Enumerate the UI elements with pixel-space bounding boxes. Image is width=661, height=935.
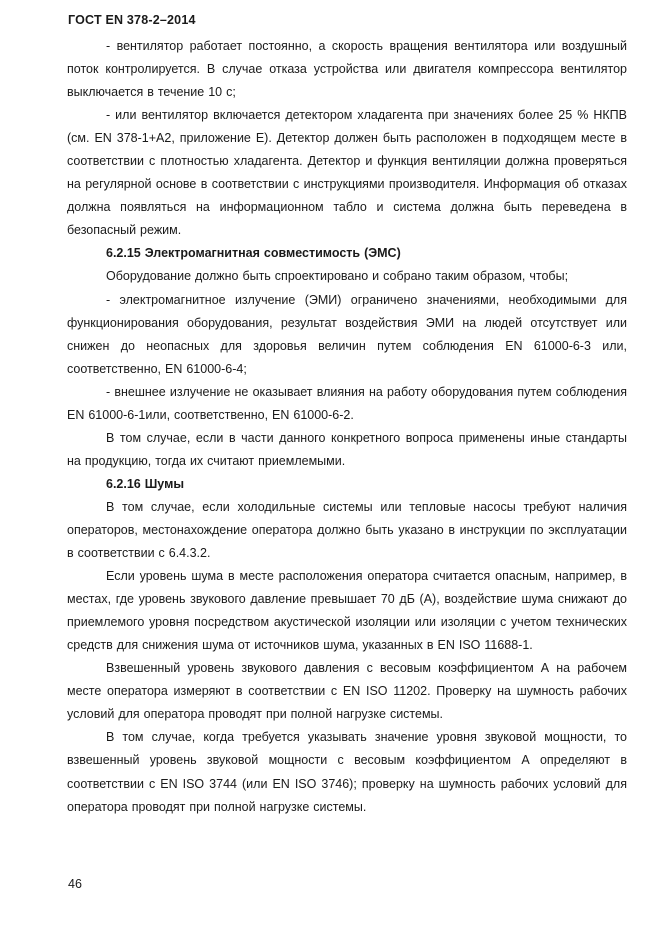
paragraph-ventilator-constant: - вентилятор работает постоянно, а скорость вращения вентилятора или воздушный поток контролируется. В случае отказа устройства или двигателя компрессора вентилятор выключается в течение 10 с; [67, 39, 627, 100]
paragraph-emc-immunity: - внешнее излучение не оказывает влияния на работу оборудования путем соблюдения EN 61000-6-1или, соответственно, EN 61000-6-2. [67, 384, 627, 422]
paragraph-emc-other-standards: В том случае, если в части данного конкретного вопроса применены иные стандарты на продукцию, тогда их считают приемлемыми. [67, 430, 627, 468]
paragraph-emc-intro: Оборудование должно быть спроектировано и собрано таким образом, чтобы; [106, 269, 569, 284]
paragraph-noise-level: Если уровень шума в месте расположения оператора считается опасным, например, в местах, где уровень звукового давление превышает 70 дБ (А), воздействие шума снижают до приемлемого уровня посредством акустической изоляции или изоляции с учетом технических средств для снижения шума от источников шума, указанных в EN ISO 11688-1. [67, 569, 627, 653]
page-body [67, 35, 627, 819]
page-number: 46 [68, 877, 82, 891]
section-heading-emc: 6.2.15 Электромагнитная совместимость (ЭМС) [106, 246, 401, 261]
section-heading-noise: 6.2.16 Шумы [106, 476, 184, 491]
document-header: ГОСТ EN 378-2–2014 [68, 13, 196, 27]
paragraph-ventilator-detector: - или вентилятор включается детектором хладагента при значениях более 25 % НКПВ (см. EN 378-1+A2, приложение Е). Детектор должен быть расположен в подходящем месте в соответствии с плотностью хладагента. Детектор и функция вентиляции должна проверяться на регулярной основе в соответствии с инструкциями производителя. Информация об отказах должна появляться на информационном табло и система должна быть переведена в безопасный режим. [67, 108, 627, 238]
paragraph-noise-operators: В том случае, если холодильные системы или тепловые насосы требуют наличия операторов, местонахождение оператора должно быть указано в инструкции по эксплуатации в соответствии с 6.4.3.2. [67, 499, 627, 561]
paragraph-noise-power: В том случае, когда требуется указывать значение уровня звуковой мощности, то взвешенный уровень звуковой мощности с весовым коэффициентом А определяют в соответствии с EN ISO 3744 (или EN ISO 3746); проверку на шумность рабочих условий для оператора проводят при полной нагрузке системы. [67, 730, 627, 814]
paragraph-emc-emission: - электромагнитное излучение (ЭМИ) ограничено значениями, необходимыми для функционирования оборудования, результат воздействия ЭМИ на людей отсутствует или снижен до неопасных для здоровья величин путем соблюдения EN 61000-6-3 или, соответственно, EN 61000-6-4; [67, 292, 627, 376]
paragraph-noise-pressure: Взвешенный уровень звукового давления с весовым коэффициентом А на рабочем месте оператора измеряют в соответствии с EN ISO 11202. Проверку на шумность рабочих условий для оператора проводят при полной нагрузке системы. [67, 661, 627, 722]
